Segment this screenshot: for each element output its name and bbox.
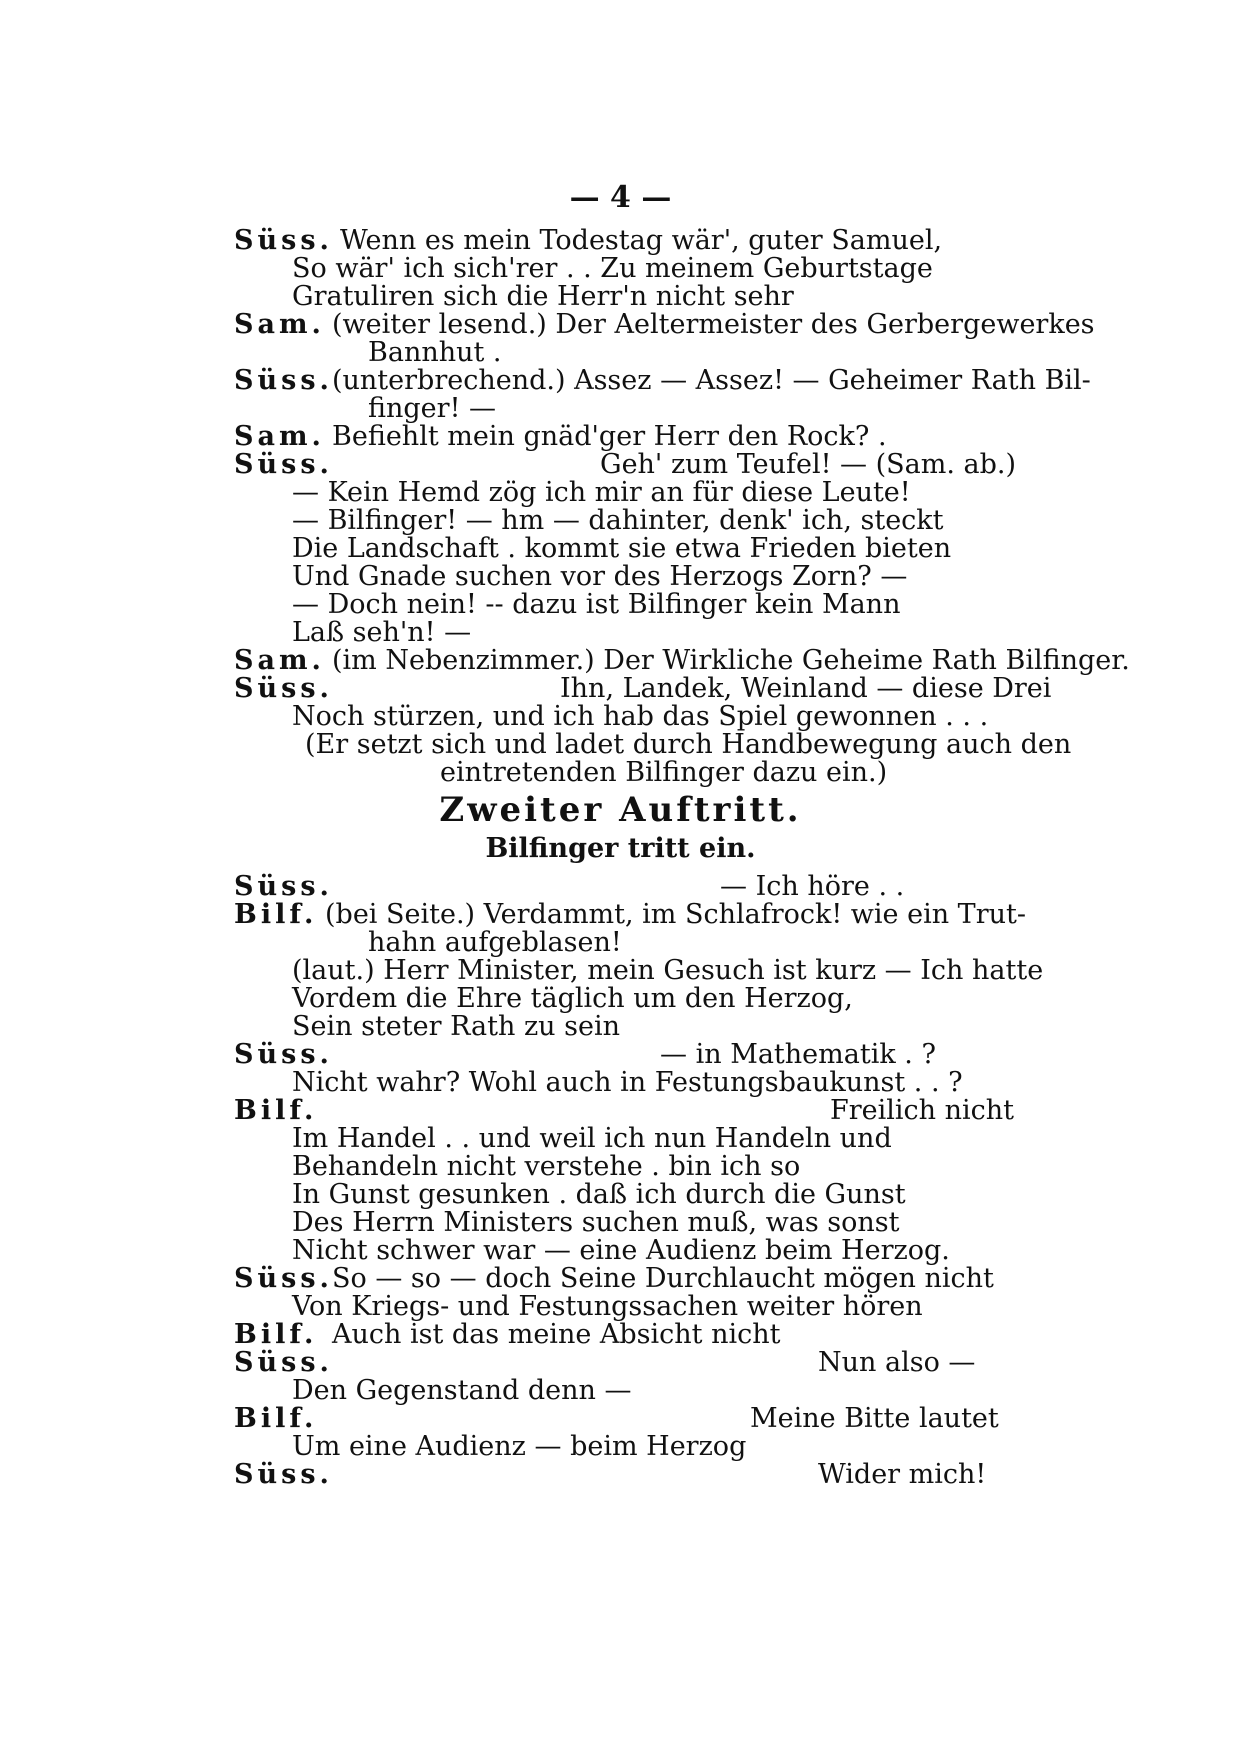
line-text: Und Gnade suchen vor des Herzogs Zorn? — xyxy=(292,561,908,592)
speaker-name: Süss. xyxy=(234,1263,333,1294)
line-text: (unterbrechend.) Assez — Assez! — Geheimer Rath Bil- xyxy=(332,365,1091,396)
line-text: Auch ist das meine Absicht nicht xyxy=(332,1319,781,1350)
speaker-name: Süss. xyxy=(234,1039,333,1070)
line-text: So — so — doch Seine Durchlaucht mögen nicht xyxy=(332,1263,994,1294)
line-text: Befiehlt mein gnäd'ger Herr den Rock? . xyxy=(332,421,887,452)
line-text: Von Kriegs- und Festungssachen weiter hören xyxy=(292,1291,923,1322)
line-text: Die Landschaft . kommt sie etwa Frieden bieten xyxy=(292,533,952,564)
line-text: Behandeln nicht verstehe . bin ich so xyxy=(292,1151,801,1182)
page-number: — 4 — xyxy=(569,180,672,215)
line-text: In Gunst gesunken . daß ich durch die Gunst xyxy=(292,1179,906,1210)
speaker-name: Sam. xyxy=(234,309,325,340)
line-text: — in Mathematik . ? xyxy=(660,1039,936,1070)
line-text: Gratuliren sich die Herr'n nicht sehr xyxy=(292,281,794,312)
line-text: Nun also — xyxy=(818,1347,976,1378)
line-text: — Ich höre . . xyxy=(720,871,905,902)
scene-heading: Zweiter Auftritt. xyxy=(439,790,802,830)
speaker-name: Süss. xyxy=(234,225,333,256)
line-text: Ihn, Landek, Weinland — diese Drei xyxy=(560,673,1052,704)
line-text: Noch stürzen, und ich hab das Spiel gewonnen . . . xyxy=(292,701,989,732)
line-text: (Er setzt sich und ladet durch Handbewegung auch den xyxy=(305,729,1072,760)
line-text: Meine Bitte lautet xyxy=(750,1403,999,1434)
speaker-name: Süss. xyxy=(234,1459,333,1490)
line-text: — Doch nein! -- dazu ist Bilfinger kein Mann xyxy=(292,589,901,620)
line-text: (weiter lesend.) Der Aeltermeister des Gerbergewerkes xyxy=(332,309,1095,340)
speaker-name: Süss. xyxy=(234,449,333,480)
line-text: — Kein Hemd zög ich mir an für diese Leute! xyxy=(292,477,911,508)
line-text: Nicht schwer war — eine Audienz beim Herzog. xyxy=(292,1235,950,1266)
line-text: Wenn es mein Todestag wär', guter Samuel, xyxy=(340,225,943,256)
line-text: (bei Seite.) Verdammt, im Schlafrock! wie ein Trut- xyxy=(325,899,1026,930)
speaker-name: Sam. xyxy=(234,645,325,676)
line-text: Des Herrn Ministers suchen muß, was sonst xyxy=(292,1207,900,1238)
line-text: (laut.) Herr Minister, mein Gesuch ist kurz — Ich hatte xyxy=(292,955,1044,986)
line-text: Laß seh'n! — xyxy=(292,617,472,648)
speaker-name: Süss. xyxy=(234,871,333,902)
stage-direction xyxy=(0,756,1241,790)
speaker-name: Sam. xyxy=(234,421,325,452)
speaker-name: Süss. xyxy=(234,365,333,396)
speaker-name: Bilf. xyxy=(234,1403,318,1434)
speaker-name: Bilf. xyxy=(234,899,318,930)
scene-subheading: Bilfinger tritt ein. xyxy=(485,833,756,864)
line-text: Im Handel . . und weil ich nun Handeln und xyxy=(292,1123,892,1154)
line-text: (im Nebenzimmer.) Der Wirkliche Geheime Rath Bilfinger. xyxy=(332,645,1130,676)
line-text: Freilich nicht xyxy=(830,1095,1015,1126)
line-text: Nicht wahr? Wohl auch in Festungsbaukunst . . ? xyxy=(292,1067,963,1098)
line-text: Um eine Audienz — beim Herzog xyxy=(292,1431,747,1462)
dialogue-line xyxy=(0,1458,1241,1492)
line-text: Geh' zum Teufel! — (Sam. ab.) xyxy=(600,449,1017,480)
line-text: Sein steter Rath zu sein xyxy=(292,1011,621,1042)
speaker-name: Bilf. xyxy=(234,1095,318,1126)
speaker-name: Bilf. xyxy=(234,1319,318,1350)
line-text: finger! — xyxy=(368,393,496,424)
line-text: Vordem die Ehre täglich um den Herzog, xyxy=(292,983,853,1014)
line-text: So wär' ich sich'rer . . Zu meinem Geburtstage xyxy=(292,253,933,284)
speaker-name: Süss. xyxy=(234,1347,333,1378)
line-text: Bannhut . xyxy=(368,337,502,368)
line-text: Wider mich! xyxy=(818,1459,987,1490)
line-text: — Bilfinger! — hm — dahinter, denk' ich, steckt xyxy=(292,505,944,536)
line-text: hahn aufgeblasen! xyxy=(368,927,622,958)
line-text: Den Gegenstand denn — xyxy=(292,1375,632,1406)
speaker-name: Süss. xyxy=(234,673,333,704)
line-text: eintretenden Bilfinger dazu ein.) xyxy=(440,757,888,788)
